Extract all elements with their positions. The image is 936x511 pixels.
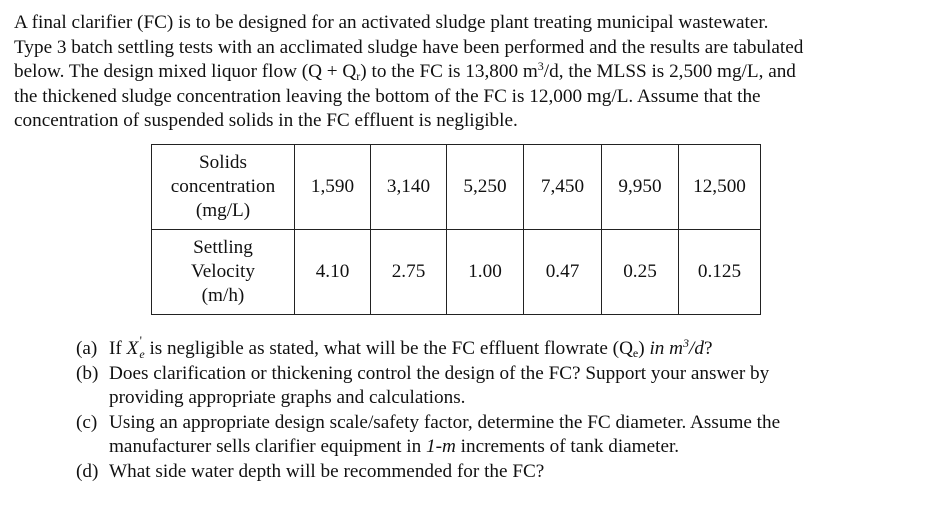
settling-velocity-row: [152, 230, 761, 315]
question-c-line-1: Using an appropriate design scale/safety factor, determine the FC diameter. Assume the: [109, 411, 781, 433]
cubic-superscript: 3: [537, 59, 544, 74]
question-b-line-1: Does clarification or thickening control the design of the FC? Support your answer by: [109, 362, 770, 384]
table-cell: 7,450: [524, 145, 602, 230]
intro-line-3-c: /d, the MLSS is 2,500 mg/L, and: [543, 61, 796, 83]
question-d-line-1: What side water depth will be recommended for the FC?: [109, 460, 545, 482]
table-cell: 12,500: [679, 145, 761, 230]
question-a-pre: If: [109, 338, 127, 359]
table-cell: 0.47: [524, 230, 602, 315]
question-list: [76, 333, 916, 485]
settling-test-table: [151, 144, 761, 315]
symbol-x: X: [126, 338, 139, 359]
intro-line-2: Type 3 batch settling tests with an acclimated sludge have been performed and the results are tabulated: [14, 36, 804, 58]
header-line: Settling: [193, 237, 253, 258]
question-a-mid: is negligible as stated, what will be the FC effluent flowrate (Q: [144, 338, 633, 359]
question-a: [76, 333, 916, 362]
header-line: (m/h): [201, 285, 245, 306]
recycle-subscript: r: [356, 69, 361, 84]
symbol-prime: ': [139, 333, 142, 348]
intro-line-3-a: below. The design mixed liquor flow (Q + Q: [14, 61, 357, 83]
table-cell: 3,140: [371, 145, 447, 230]
table-cell: 1.00: [447, 230, 524, 315]
table-cell: 4.10: [295, 230, 371, 315]
question-label: (d): [76, 460, 99, 482]
question-a-post: ): [638, 338, 650, 359]
header-line: (mg/L): [195, 200, 251, 221]
unit-text: in m: [649, 338, 684, 359]
header-line: Solids: [199, 152, 247, 173]
settling-velocity-header: [152, 230, 295, 315]
question-label: (b): [76, 362, 99, 384]
table-cell: 0.125: [679, 230, 761, 315]
table-cell: 9,950: [602, 145, 679, 230]
unit-superscript: 3: [683, 336, 690, 350]
question-b: [76, 362, 916, 411]
unit-italic: [649, 338, 704, 359]
effluent-subscript: e: [632, 346, 639, 360]
header-line: Velocity: [191, 261, 255, 282]
header-line: concentration: [170, 176, 276, 197]
question-mark: ?: [703, 338, 713, 359]
question-c-line-2: [76, 435, 916, 460]
question-c: [76, 411, 916, 460]
table-cell: 5,250: [447, 145, 524, 230]
table-cell: 1,590: [295, 145, 371, 230]
question-c-line-2-b: increments of tank diameter.: [455, 436, 680, 458]
solids-concentration-row: [152, 145, 761, 230]
solids-concentration-header: [152, 145, 295, 230]
table-cell: 0.25: [602, 230, 679, 315]
question-label: (c): [76, 411, 98, 433]
question-label: (a): [76, 338, 98, 359]
question-c-line-2-a: manufacturer sells clarifier equipment in: [109, 436, 426, 458]
intro-line-4: the thickened sludge concentration leaving the bottom of the FC is 12,000 mg/L. Assume that the: [14, 85, 761, 107]
problem-statement: [14, 11, 914, 134]
intro-line-5: concentration of suspended solids in the FC effluent is negligible.: [14, 110, 518, 132]
intro-line-3-b: ) to the FC is 13,800 m: [360, 61, 538, 83]
question-b-line-2: providing appropriate graphs and calculations.: [109, 387, 466, 409]
table-cell: 2.75: [371, 230, 447, 315]
intro-line-3: [14, 60, 914, 85]
question-d: [76, 460, 916, 485]
intro-line-1: A final clarifier (FC) is to be designed for an activated sludge plant treating municipal wastewater.: [14, 12, 769, 33]
increment-italic: 1-m: [426, 436, 456, 458]
symbol-subscript: e: [139, 347, 145, 361]
effluent-concentration-symbol: [126, 333, 145, 361]
unit-end: /d: [689, 338, 704, 359]
